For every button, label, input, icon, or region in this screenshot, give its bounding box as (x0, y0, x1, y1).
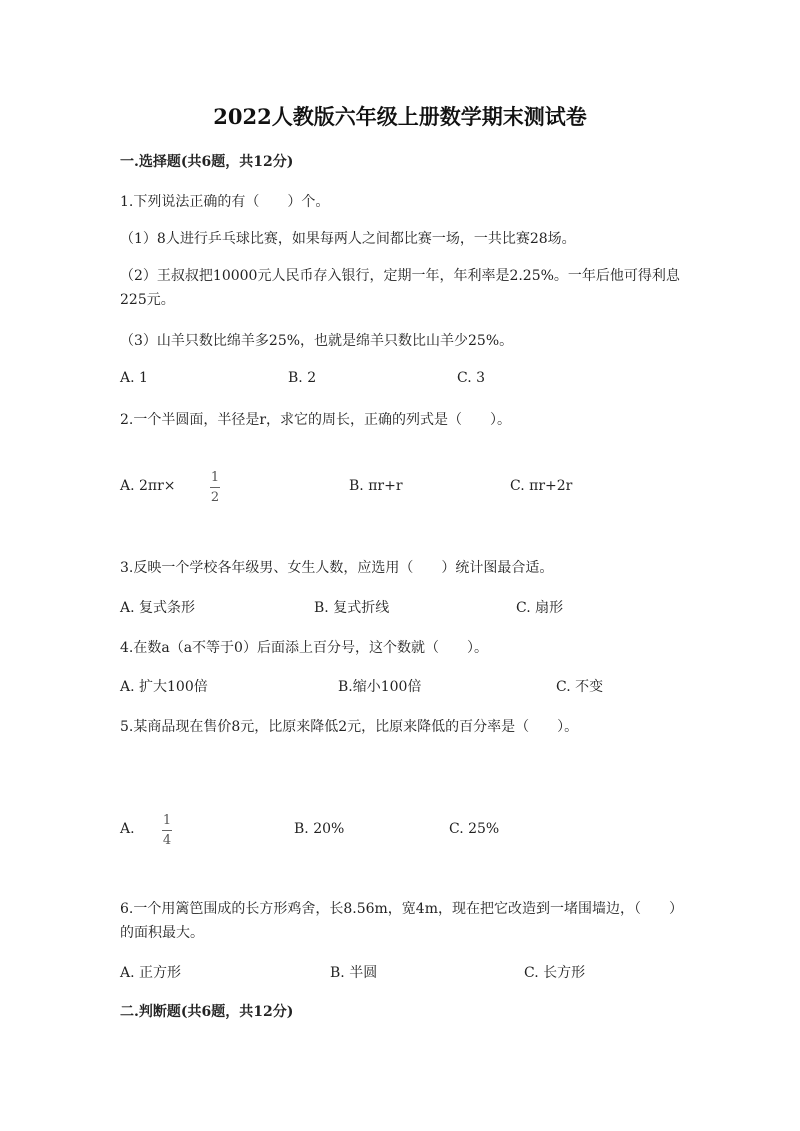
question-1-statement-3: （3）山羊只数比绵羊多25%，也就是绵羊只数比山羊少25%。 (120, 333, 514, 349)
question-2-stem: 2.一个半圆面，半径是r，求它的周长，正确的列式是（ ）。 (120, 412, 512, 428)
fraction-numerator: 1 (162, 813, 172, 828)
question-4-option-c: C. 不变 (556, 679, 604, 695)
question-1-statement-1: （1）8人进行乒乓球比赛，如果每两人之间都比赛一场，一共比赛28场。 (120, 231, 576, 247)
question-1-statement-2: （2）王叔叔把10000元人民币存入银行，定期一年，年利率是2.25%。一年后他可得利息225元。 (120, 268, 680, 308)
question-3-option-b: B. 复式折线 (314, 600, 390, 616)
question-2-option-a: A. 2πr× (120, 478, 176, 494)
fraction-bar (162, 830, 172, 831)
section-heading-judgement: 二.判断题(共6题，共12分) (120, 1004, 294, 1020)
question-5-option-a: A. (120, 821, 135, 837)
fraction-denominator: 2 (210, 490, 220, 505)
question-3-stem: 3.反映一个学校各年级男、女生人数，应选用（ ）统计图最合适。 (120, 560, 554, 576)
fraction-bar (210, 487, 220, 488)
question-1-option-c: C. 3 (457, 370, 486, 386)
question-5-option-a-fraction (162, 812, 172, 849)
page-title: 2022人教版六年级上册数学期末测试卷 (213, 104, 587, 129)
question-5-option-c: C. 25% (449, 821, 500, 837)
question-6-option-c: C. 长方形 (524, 965, 586, 981)
fraction-numerator: 1 (210, 470, 220, 485)
question-4-option-b: B.缩小100倍 (338, 679, 422, 695)
question-6-stem: 6.一个用篱笆围成的长方形鸡舍，长8.56m，宽4m，现在把它改造到一堵围墙边，（ ）的面积最大。 (120, 901, 676, 941)
question-2-option-c: C. πr+2r (510, 478, 573, 494)
question-1-stem: 1.下列说法正确的有（ ）个。 (120, 194, 330, 210)
question-6-option-b: B. 半圆 (330, 965, 378, 981)
question-1-option-a: A. 1 (120, 370, 148, 386)
question-2-option-a-fraction (210, 469, 220, 506)
question-5-option-b: B. 20% (294, 821, 345, 837)
question-1-option-b: B. 2 (288, 370, 317, 386)
question-5-stem: 5.某商品现在售价8元，比原来降低2元，比原来降低的百分率是（ ）。 (120, 719, 579, 735)
fraction-denominator: 4 (162, 833, 172, 848)
question-4-option-a: A. 扩大100倍 (120, 679, 208, 695)
question-6-option-a: A. 正方形 (120, 965, 182, 981)
question-4-stem: 4.在数a（a不等于0）后面添上百分号，这个数就（ ）。 (120, 640, 488, 656)
question-3-option-a: A. 复式条形 (120, 600, 196, 616)
section-heading-choice: 一.选择题(共6题，共12分) (120, 154, 294, 170)
question-3-option-c: C. 扇形 (516, 600, 564, 616)
question-2-option-b: B. πr+r (349, 478, 403, 494)
